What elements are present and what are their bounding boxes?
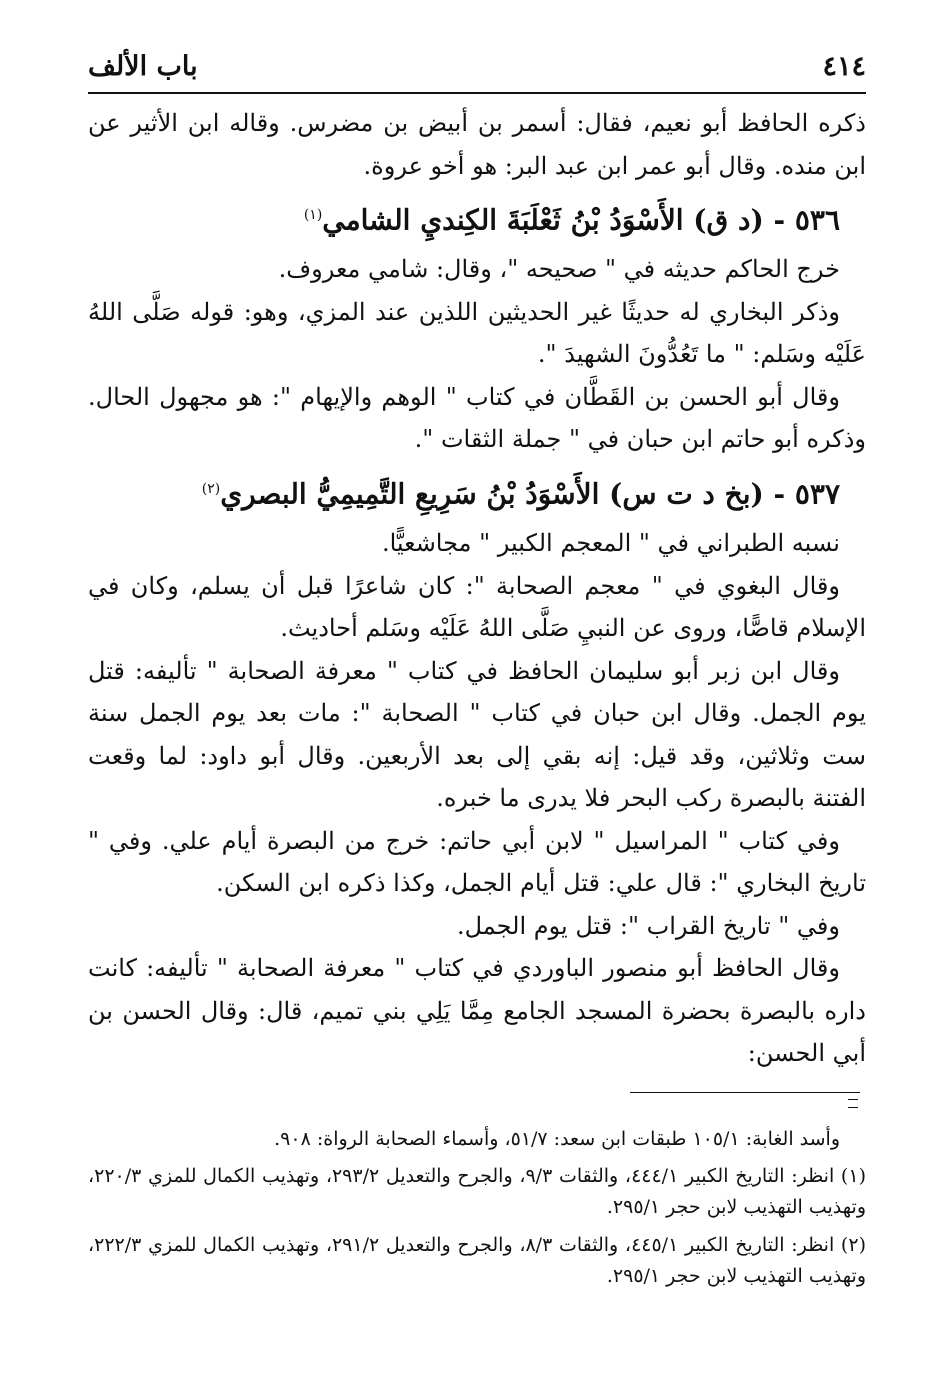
entry-536-title: ٥٣٦ - (د ق) الأَسْوَدُ بْنُ ثَعْلَبَةَ الكِنديِ الشامي xyxy=(322,203,840,237)
paragraph-9: وفي " تاريخ القراب ": قتل يوم الجمل. xyxy=(457,911,840,940)
footnote-ref-1: (١) xyxy=(303,207,323,223)
paragraph-6: وقال البغوي في " معجم الصحابة ": كان شاعرًا قبل أن يسلم، وكان في الإسلام قاصًّا، وروى عن النبيِ صَلَّى اللهُ عَلَيْه وسَلم أحاديث. xyxy=(88,571,866,643)
paragraph-7: وقال ابن زبر أبو سليمان الحافظ في كتاب " معرفة الصحابة " تأليفه: قتل يوم الجمل. وقال ابن حبان في كتاب " الصحابة ": مات بعد يوم الجمل سنة ست وثلاثين، وقد قيل: إنه بقي إلى بعد الأربعين. وقال أبو داود: لما وقعت الفتنة بالبصرة ركب البحر فلا يدرى ما خبره. xyxy=(88,656,866,813)
footnote-ref-2: (٢) xyxy=(201,480,221,497)
page-header xyxy=(88,40,866,92)
footnote-2: (٢) انظر: التاريخ الكبير ٤٤٥/١، والثقات ٨/٣، والجرح والتعديل ٢٩١/٢، وتهذيب الكمال للمزي ٢٢٢/٣، وتهذيب التهذيب لابن حجر ٢٩٥/١. xyxy=(88,1234,866,1287)
footnote-continuation: وأسد الغابة: ١٠٥/١ طبقات ابن سعد: ٥١/٧، وأسماء الصحابة الرواة: ٩٠٨. xyxy=(274,1128,840,1150)
paragraph-1: ذكره الحافظ أبو نعيم، فقال: أسمر بن أبيض بن مضرس. وقاله ابن الأثير عن ابن منده. وقال أبو عمر ابن عبد البر: هو أخو عروة. xyxy=(88,109,866,180)
paragraph-2: خرج الحاكم حديثه في " صحيحه "، وقال: شامي معروف. xyxy=(278,255,840,284)
main-text xyxy=(88,102,866,1075)
paragraph-4: وقال أبو الحسن بن القَطَّان في كتاب " الوهم والإيهام ": هو مجهول الحال. وذكره أبو حاتم ابن حبان في " جملة الثقات ". xyxy=(88,382,866,454)
paragraph-5: نسبه الطبراني في " المعجم الكبير " مجاشعيًّا. xyxy=(381,529,840,558)
footnotes xyxy=(88,1124,866,1299)
header-rule xyxy=(88,92,866,94)
entry-537-title: ٥٣٧ - (بخ د ت س) الأَسْوَدُ بْنُ سَرِيعِ التَّمِيمِيُّ البصري xyxy=(220,477,840,511)
paragraph-3: وذكر البخاري له حديثًا غير الحديثين اللذين عند المزي، وهو: قوله صَلَّى اللهُ عَلَيْه وسَلم: " ما تَعُدُّونَ الشهيدَ ". xyxy=(88,297,866,369)
page-number: ٤١٤ xyxy=(822,50,866,82)
entry-537-heading xyxy=(88,461,866,522)
footnote-rule xyxy=(630,1092,860,1093)
footnote-1: (١) انظر: التاريخ الكبير ٤٤٤/١، والثقات ٩/٣، والجرح والتعديل ٢٩٣/٢، وتهذيب الكمال للمزي ٢٢٠/٣، وتهذيب التهذيب لابن حجر ٢٩٥/١. xyxy=(88,1165,866,1218)
footnote-continuation-mark xyxy=(848,1099,858,1108)
section-title: باب الألف xyxy=(88,50,198,82)
paragraph-10: وقال الحافظ أبو منصور الباوردي في كتاب " معرفة الصحابة " تأليفه: كانت داره بالبصرة بحضرة المسجد الجامع مِمَّا يَلِي بني تميم، قال: وقال الحسن بن أبي الحسن: xyxy=(88,954,866,1068)
paragraph-8: وفي كتاب " المراسيل " لابن أبي حاتم: خرج من البصرة أيام علي. وفي " تاريخ البخاري ": قال علي: قتل أيام الجمل، وكذا ذكره ابن السكن. xyxy=(88,826,866,898)
entry-536-heading xyxy=(88,187,866,248)
